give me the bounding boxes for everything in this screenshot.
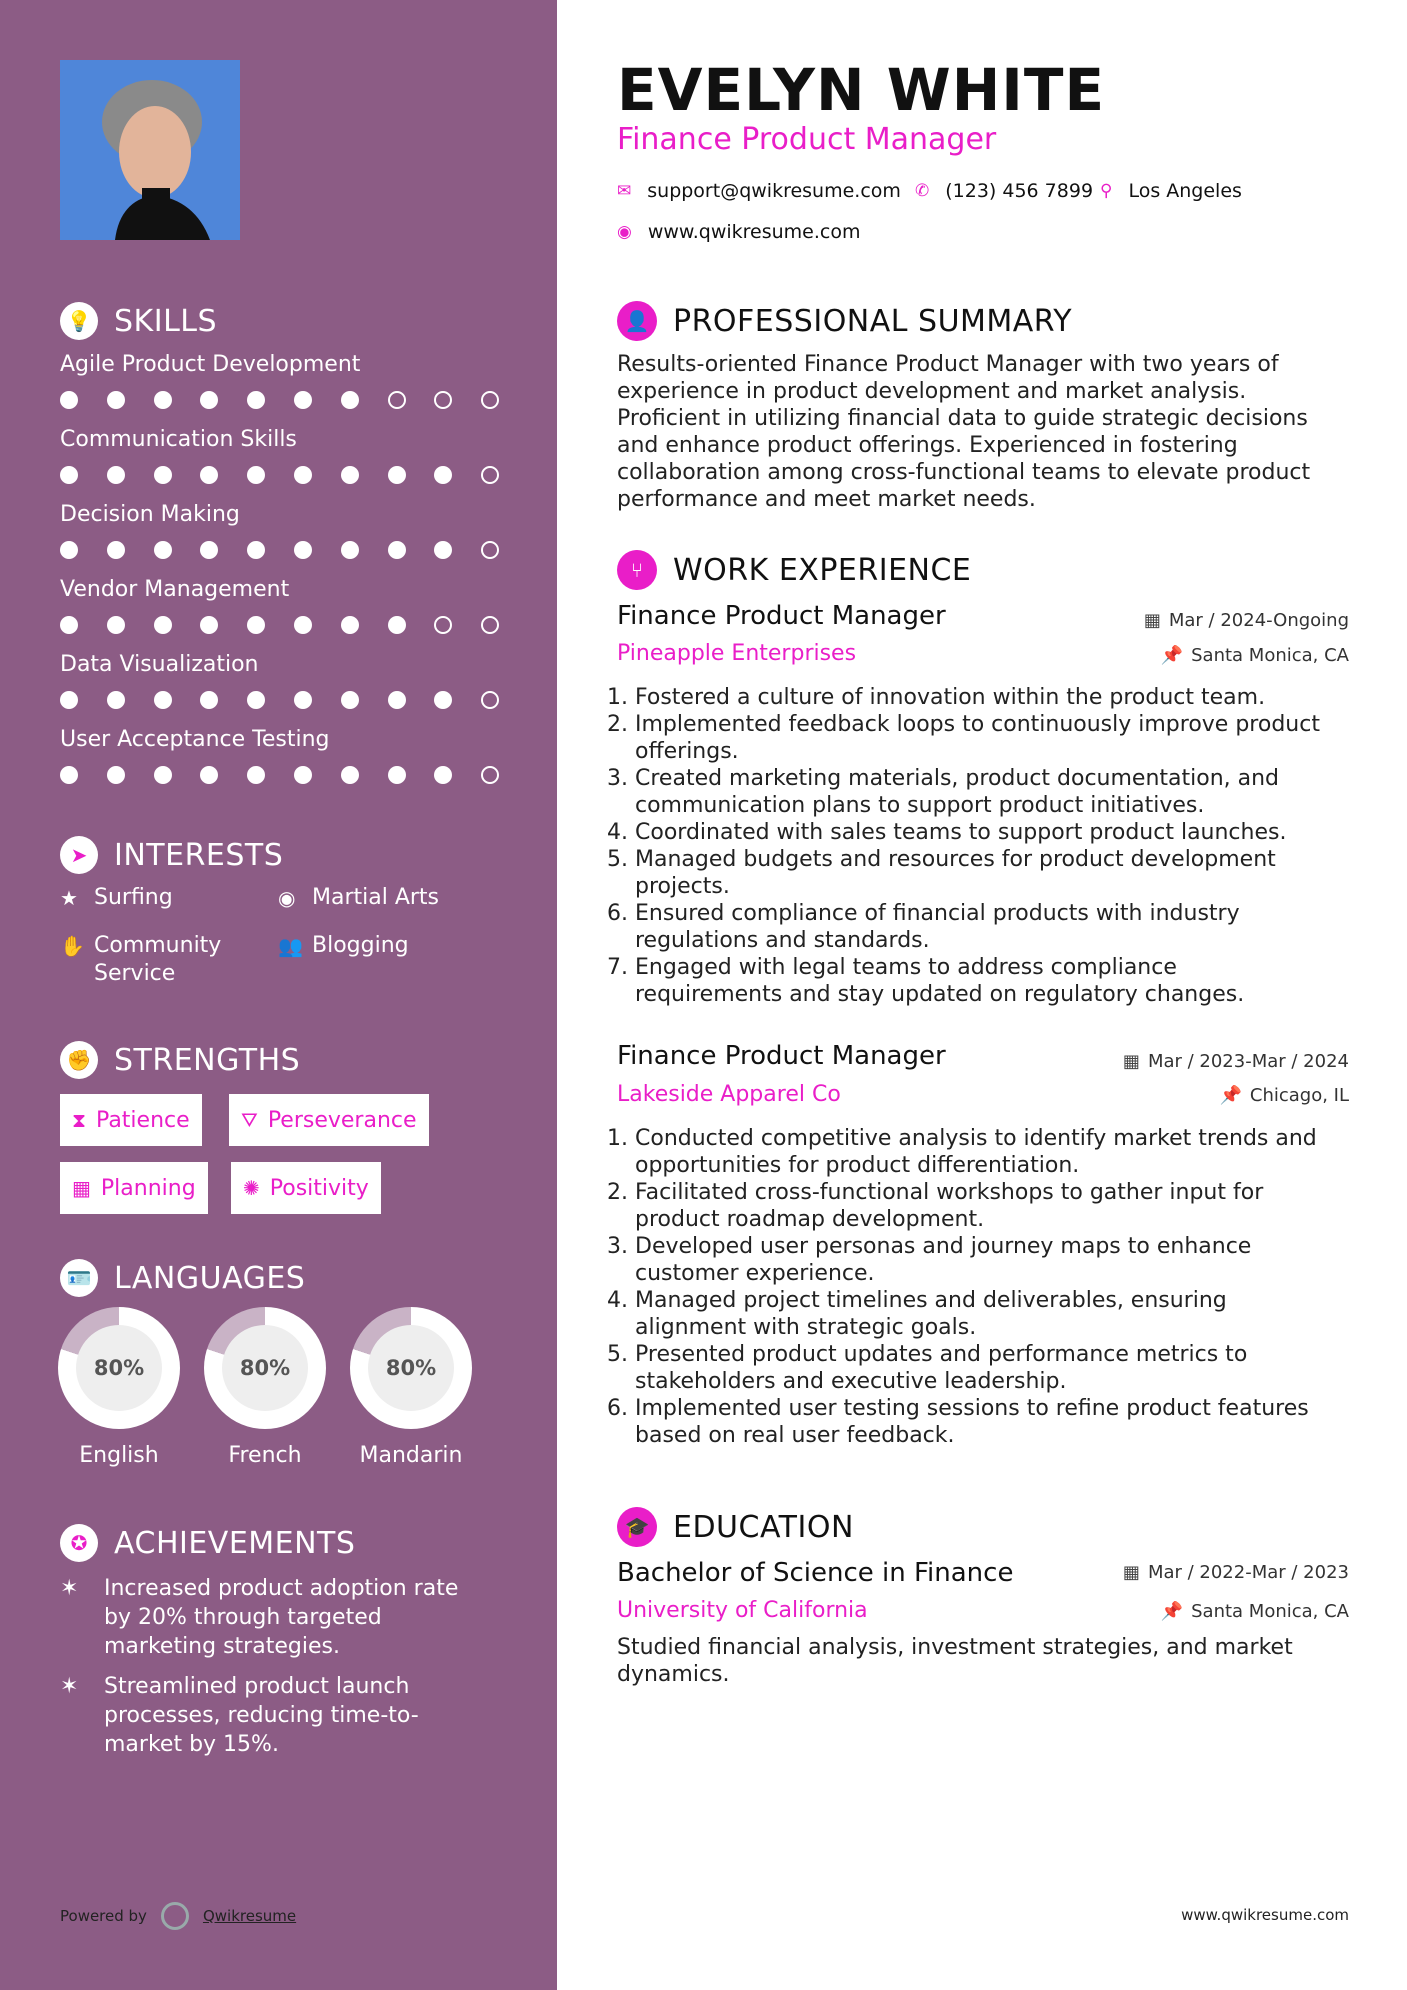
rating-dot bbox=[60, 466, 78, 484]
user-icon: 👤 bbox=[617, 301, 657, 341]
id-card-icon: 🪪 bbox=[60, 1259, 98, 1297]
rating-dot bbox=[107, 691, 125, 709]
paper-plane-icon: ➤ bbox=[60, 836, 98, 874]
rating-dot bbox=[434, 391, 452, 409]
rating-dot bbox=[481, 541, 499, 559]
interest-item: ✋ Community Service bbox=[60, 933, 222, 986]
strength-chip: ✺ Positivity bbox=[231, 1162, 381, 1214]
bullet-item: 1. Conducted competitive analysis to identify market trends and opportunities for product differentiation. bbox=[635, 1125, 1357, 1179]
powered-by: Powered by Qwikresume bbox=[60, 1902, 296, 1930]
bullet-item: 3. Developed user personas and journey maps to enhance customer experience. bbox=[635, 1233, 1357, 1287]
sun-icon: ✺ bbox=[243, 1176, 260, 1200]
rating-dot bbox=[200, 766, 218, 784]
rating-dot bbox=[341, 541, 359, 559]
rating-dot bbox=[434, 766, 452, 784]
strengths-heading: ✊ STRENGTHS bbox=[60, 1041, 300, 1079]
interests-heading: ➤ INTERESTS bbox=[60, 836, 283, 874]
rating-dot bbox=[388, 691, 406, 709]
rating-dot bbox=[294, 766, 312, 784]
rating-dot bbox=[388, 391, 406, 409]
rating-dot bbox=[200, 541, 218, 559]
rating-dot bbox=[60, 391, 78, 409]
interest-item: ◉ Martial Arts bbox=[278, 885, 440, 910]
bullet-item: 6. Implemented user testing sessions to refine product features based on real user feedback. bbox=[635, 1395, 1357, 1449]
company-name: Lakeside Apparel Co bbox=[617, 1082, 841, 1107]
rating-dot bbox=[247, 691, 265, 709]
rating-dot bbox=[200, 466, 218, 484]
email-contact: ✉ support@qwikresume.com bbox=[617, 180, 901, 202]
skill-name: Agile Product Development bbox=[60, 352, 361, 377]
rating-dot bbox=[388, 616, 406, 634]
rating-dot bbox=[247, 541, 265, 559]
rating-dot bbox=[200, 391, 218, 409]
pin-icon: 📌 bbox=[1160, 645, 1184, 666]
job-dates: ▦ Mar / 2023-Mar / 2024 bbox=[1122, 1051, 1349, 1072]
calendar-icon: ▦ bbox=[1143, 610, 1161, 631]
rating-dot bbox=[200, 691, 218, 709]
lightbulb-icon: 💡 bbox=[60, 302, 98, 340]
language-ring: 80% bbox=[204, 1307, 326, 1429]
website-contact: ◉ www.qwikresume.com bbox=[617, 221, 861, 243]
rating-dot bbox=[60, 616, 78, 634]
rating-dot bbox=[154, 391, 172, 409]
education-location: 📌 Santa Monica, CA bbox=[1160, 1601, 1349, 1622]
skill-name: Vendor Management bbox=[60, 577, 290, 602]
education-heading: 🎓 EDUCATION bbox=[617, 1507, 854, 1547]
brand-link[interactable]: Qwikresume bbox=[202, 1907, 297, 1925]
job-location: 📌 Chicago, IL bbox=[1219, 1085, 1349, 1106]
job-bullets bbox=[617, 684, 1357, 1008]
bullet-item: 2. Facilitated cross-functional workshops to gather input for product roadmap development. bbox=[635, 1179, 1357, 1233]
footer-website[interactable]: www.qwikresume.com bbox=[1181, 1906, 1349, 1924]
summary-heading: 👤 PROFESSIONAL SUMMARY bbox=[617, 301, 1072, 341]
bullet-item: 4. Coordinated with sales teams to support product launches. bbox=[635, 819, 1357, 846]
rating-dot bbox=[154, 616, 172, 634]
rating-dot bbox=[388, 541, 406, 559]
rating-dot bbox=[247, 616, 265, 634]
globe-icon: ◉ bbox=[278, 886, 296, 910]
road-icon: ⛛ bbox=[241, 1108, 258, 1132]
rating-dot bbox=[481, 616, 499, 634]
star-badge-icon: ✪ bbox=[60, 1524, 98, 1562]
interest-item: 👥 Blogging bbox=[278, 933, 409, 958]
profile-photo bbox=[60, 60, 240, 240]
map-pin-icon: ⚲ bbox=[1100, 181, 1113, 201]
rating-dot bbox=[154, 766, 172, 784]
rating-dot bbox=[154, 541, 172, 559]
bullet-item: 3. Created marketing materials, product documentation, and communication plans to support product initiatives. bbox=[635, 765, 1357, 819]
rating-dot bbox=[388, 466, 406, 484]
rating-dot bbox=[60, 766, 78, 784]
rating-dot bbox=[154, 466, 172, 484]
users-icon: 👥 bbox=[278, 934, 303, 958]
rating-dot bbox=[434, 541, 452, 559]
fist-icon: ✊ bbox=[60, 1041, 98, 1079]
rating-dot bbox=[154, 691, 172, 709]
calendar-icon: ▦ bbox=[1122, 1562, 1140, 1583]
skills-heading: 💡 SKILLS bbox=[60, 302, 217, 340]
star-icon: ★ bbox=[60, 886, 78, 910]
strength-chip: ⛛ Perseverance bbox=[229, 1094, 429, 1146]
rating-dot bbox=[294, 391, 312, 409]
strength-chip: ⧗ Patience bbox=[60, 1094, 202, 1146]
pin-icon: 📌 bbox=[1160, 1601, 1184, 1622]
rating-dot bbox=[294, 691, 312, 709]
summary-text: Results-oriented Finance Product Manager with two years of experience in product development and market analysis. Proficient in utilizing financial data to guide strategic decisions and enhance product offerings. Experienced in fostering collaboration among cross-functional teams to elevate product performance and meet market needs. bbox=[617, 352, 1311, 512]
rating-dot bbox=[60, 691, 78, 709]
degree-title: Bachelor of Science in Finance bbox=[617, 1558, 1014, 1588]
skill-rating bbox=[60, 466, 528, 484]
achievement-item: ✶ Increased product adoption rate by 20% through targeted marketing strategies. bbox=[60, 1576, 459, 1659]
language-ring: 80% bbox=[350, 1307, 472, 1429]
rating-dot bbox=[60, 541, 78, 559]
rating-dot bbox=[481, 691, 499, 709]
rating-dot bbox=[434, 616, 452, 634]
education-text: Studied financial analysis, investment strategies, and market dynamics. bbox=[617, 1635, 1293, 1687]
phone-contact: ✆ (123) 456 7899 bbox=[915, 180, 1094, 202]
phone-icon: ✆ bbox=[915, 181, 930, 201]
bullet-item: 7. Engaged with legal teams to address compliance requirements and stay updated on regulatory changes. bbox=[635, 954, 1357, 1008]
hand-icon: ✋ bbox=[60, 934, 85, 958]
skill-rating bbox=[60, 766, 528, 784]
job-title: Finance Product Manager bbox=[617, 1041, 946, 1071]
bullet-item: 6. Ensured compliance of financial products with industry regulations and standards. bbox=[635, 900, 1357, 954]
work-heading: ⑂ WORK EXPERIENCE bbox=[617, 550, 971, 590]
language-ring: 80% bbox=[58, 1307, 180, 1429]
rating-dot bbox=[107, 766, 125, 784]
pin-icon: 📌 bbox=[1219, 1085, 1242, 1106]
skill-name: Communication Skills bbox=[60, 427, 297, 452]
skill-rating bbox=[60, 616, 528, 634]
rating-dot bbox=[434, 466, 452, 484]
language-name: French bbox=[228, 1443, 302, 1468]
location-contact: ⚲ Los Angeles bbox=[1100, 180, 1242, 202]
rating-dot bbox=[107, 466, 125, 484]
rating-dot bbox=[481, 766, 499, 784]
globe-icon: ◉ bbox=[617, 222, 632, 242]
interest-item: ★ Surfing bbox=[60, 885, 173, 910]
rating-dot bbox=[294, 616, 312, 634]
envelope-icon: ✉ bbox=[617, 181, 632, 201]
bullet-item: 4. Managed project timelines and deliverables, ensuring alignment with strategic goals. bbox=[635, 1287, 1357, 1341]
language-name: English bbox=[79, 1443, 159, 1468]
rating-dot bbox=[341, 766, 359, 784]
graduation-icon: 🎓 bbox=[617, 1507, 657, 1547]
rating-dot bbox=[481, 391, 499, 409]
achievements-heading: ✪ ACHIEVEMENTS bbox=[60, 1524, 355, 1562]
languages-heading: 🪪 LANGUAGES bbox=[60, 1259, 305, 1297]
qwikresume-logo-icon bbox=[161, 1902, 189, 1930]
skill-rating bbox=[60, 691, 528, 709]
rating-dot bbox=[294, 541, 312, 559]
rating-dot bbox=[341, 691, 359, 709]
rating-dot bbox=[107, 541, 125, 559]
bullet-item: 1. Fostered a culture of innovation within the product team. bbox=[635, 684, 1357, 711]
rating-dot bbox=[294, 466, 312, 484]
hourglass-icon: ⧗ bbox=[72, 1108, 87, 1132]
calendar-icon: ▦ bbox=[1122, 1051, 1140, 1072]
rating-dot bbox=[247, 391, 265, 409]
rating-dot bbox=[341, 616, 359, 634]
sidebar bbox=[0, 0, 557, 1990]
skill-name: Data Visualization bbox=[60, 652, 259, 677]
rating-dot bbox=[341, 466, 359, 484]
bullet-item: 5. Presented product updates and performance metrics to stakeholders and executive leadership. bbox=[635, 1341, 1357, 1395]
rating-dot bbox=[434, 691, 452, 709]
job-location: 📌 Santa Monica, CA bbox=[1160, 645, 1349, 666]
star-icon: ✶ bbox=[60, 1674, 79, 1699]
candidate-role: Finance Product Manager bbox=[617, 122, 997, 157]
school-name: University of California bbox=[617, 1598, 868, 1623]
job-bullets bbox=[617, 1125, 1357, 1449]
rating-dot bbox=[107, 616, 125, 634]
skill-name: User Acceptance Testing bbox=[60, 727, 330, 752]
company-name: Pineapple Enterprises bbox=[617, 641, 857, 666]
rating-dot bbox=[247, 466, 265, 484]
candidate-name: EVELYN WHITE bbox=[617, 56, 1106, 124]
chair-icon: ⑂ bbox=[617, 550, 657, 590]
job-dates: ▦ Mar / 2024-Ongoing bbox=[1143, 610, 1349, 631]
skill-rating bbox=[60, 541, 528, 559]
star-icon: ✶ bbox=[60, 1576, 79, 1601]
rating-dot bbox=[200, 616, 218, 634]
rating-dot bbox=[481, 466, 499, 484]
skill-rating bbox=[60, 391, 528, 409]
rating-dot bbox=[107, 391, 125, 409]
language-name: Mandarin bbox=[359, 1443, 463, 1468]
rating-dot bbox=[247, 766, 265, 784]
bullet-item: 2. Implemented feedback loops to continuously improve product offerings. bbox=[635, 711, 1357, 765]
bullet-item: 5. Managed budgets and resources for product development projects. bbox=[635, 846, 1357, 900]
calendar-icon: ▦ bbox=[72, 1176, 91, 1200]
rating-dot bbox=[388, 766, 406, 784]
skill-name: Decision Making bbox=[60, 502, 240, 527]
achievement-item: ✶ Streamlined product launch processes, reducing time-to- market by 15%. bbox=[60, 1674, 419, 1757]
job-title: Finance Product Manager bbox=[617, 601, 946, 631]
education-dates: ▦ Mar / 2022-Mar / 2023 bbox=[1122, 1562, 1349, 1583]
strength-chip: ▦ Planning bbox=[60, 1162, 208, 1214]
rating-dot bbox=[341, 391, 359, 409]
